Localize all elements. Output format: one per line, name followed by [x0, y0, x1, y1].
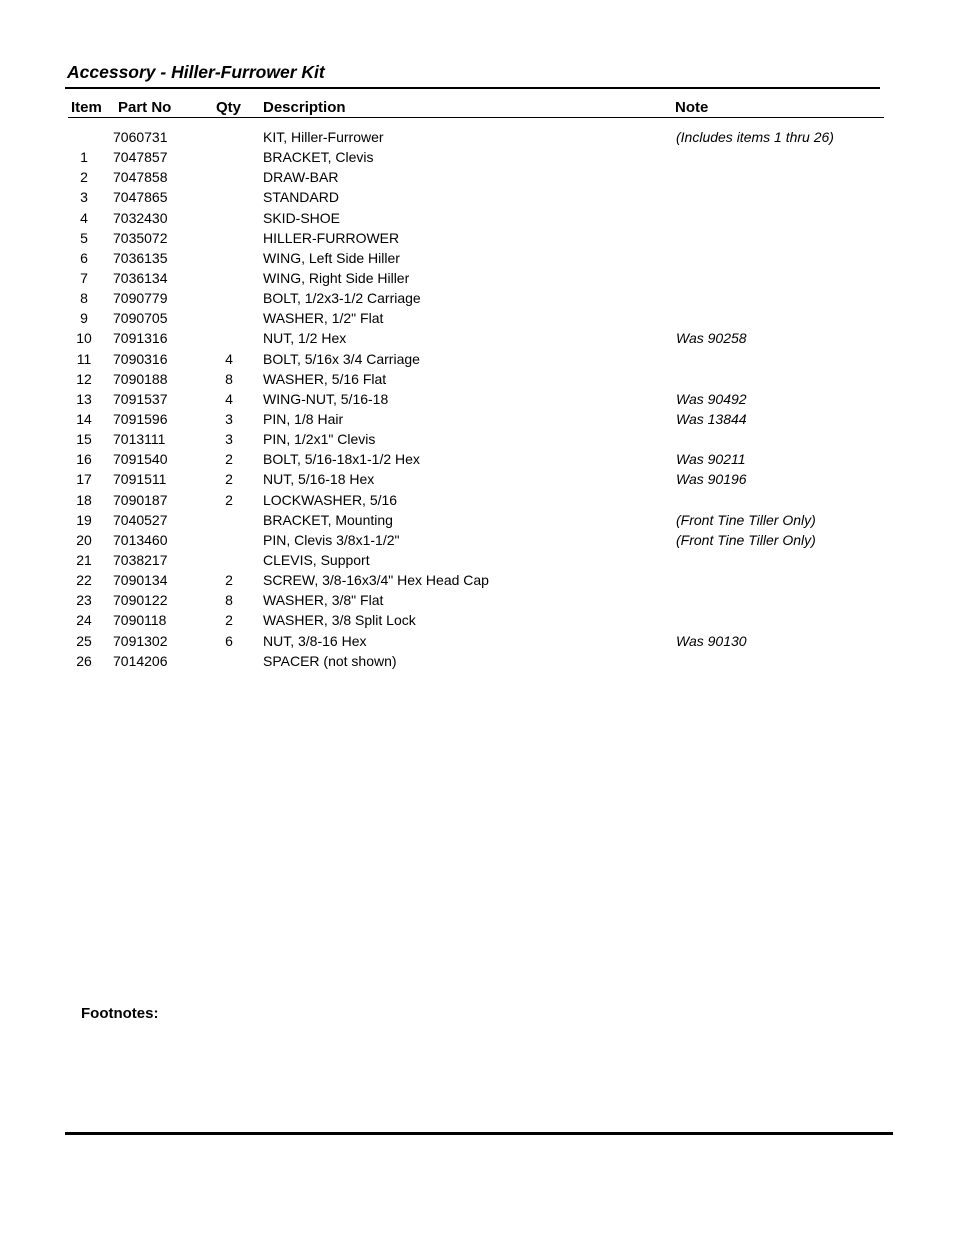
description: WING, Left Side Hiller [263, 249, 400, 266]
item-number: 9 [80, 310, 88, 327]
quantity: 2 [225, 612, 233, 629]
item-number: 26 [76, 652, 92, 669]
description: SPACER (not shown) [263, 652, 397, 669]
table-row [0, 328, 954, 348]
table-row [0, 147, 954, 167]
description: NUT, 1/2 Hex [263, 330, 347, 347]
table-row [0, 369, 954, 389]
quantity: 6 [225, 632, 233, 649]
column-header-note: Note [675, 99, 709, 116]
item-number: 18 [76, 491, 92, 508]
description: WASHER, 5/16 Flat [263, 370, 387, 387]
description: STANDARD [263, 189, 339, 206]
quantity: 4 [225, 390, 233, 407]
table-row [0, 167, 954, 187]
note: Was 90130 [676, 632, 747, 649]
description: WING-NUT, 5/16-18 [263, 390, 389, 407]
part-number: 7036135 [113, 249, 168, 266]
item-number: 24 [76, 612, 92, 629]
part-number: 7090122 [113, 592, 168, 609]
quantity: 8 [225, 592, 233, 609]
part-number: 7090188 [113, 370, 168, 387]
table-row [0, 651, 954, 671]
part-number: 7035072 [113, 229, 168, 246]
description: WING, Right Side Hiller [263, 269, 410, 286]
item-number: 19 [76, 511, 92, 528]
description: CLEVIS, Support [263, 551, 370, 568]
table-row [0, 268, 954, 288]
table-row [0, 570, 954, 590]
part-number: 7013460 [113, 531, 168, 548]
header-divider [68, 117, 884, 118]
table-row [0, 429, 954, 449]
item-number: 17 [76, 471, 92, 488]
part-number: 7038217 [113, 551, 168, 568]
table-row [0, 510, 954, 530]
quantity: 8 [225, 370, 233, 387]
part-number: 7091537 [113, 390, 168, 407]
note: Was 90196 [676, 471, 747, 488]
table-row [0, 550, 954, 570]
table-row [0, 248, 954, 268]
page-title: Accessory - Hiller-Furrower Kit [67, 62, 325, 82]
item-number: 20 [76, 531, 92, 548]
description: BRACKET, Clevis [263, 149, 374, 166]
description: BOLT, 5/16-18x1-1/2 Hex [263, 451, 420, 468]
description: LOCKWASHER, 5/16 [263, 491, 398, 508]
item-number: 7 [80, 269, 88, 286]
item-number: 16 [76, 451, 92, 468]
part-number: 7047865 [113, 189, 168, 206]
description: NUT, 3/8-16 Hex [263, 632, 367, 649]
footnotes-label: Footnotes: [81, 1005, 159, 1022]
quantity: 2 [225, 451, 233, 468]
description: KIT, Hiller-Furrower [263, 129, 384, 145]
table-row [0, 490, 954, 510]
table-row [0, 389, 954, 409]
part-number: 7060731 [113, 129, 168, 145]
item-number: 6 [80, 249, 88, 266]
parts-table [0, 127, 954, 671]
item-number: 2 [80, 169, 88, 186]
table-row [0, 530, 954, 550]
description: PIN, 1/2x1" Clevis [263, 431, 376, 448]
table-row [0, 590, 954, 610]
part-number: 7090779 [113, 290, 168, 307]
part-number: 7013111 [113, 431, 166, 448]
part-number: 7091302 [113, 632, 168, 649]
item-number: 10 [76, 330, 92, 347]
part-number: 7036134 [113, 269, 168, 286]
note: Was 90258 [676, 330, 747, 347]
part-number: 7091316 [113, 330, 168, 347]
item-number: 22 [76, 572, 92, 589]
description: PIN, Clevis 3/8x1-1/2" [263, 531, 400, 548]
quantity: 4 [225, 350, 233, 367]
item-number: 25 [76, 632, 92, 649]
description: BOLT, 5/16x 3/4 Carriage [263, 350, 420, 367]
part-number: 7032430 [113, 209, 168, 226]
table-row [0, 228, 954, 248]
note: (Includes items 1 thru 26) [676, 129, 834, 145]
item-number: 12 [76, 370, 92, 387]
item-number: 8 [80, 290, 88, 307]
table-row [0, 208, 954, 228]
quantity: 3 [225, 431, 233, 448]
table-row [0, 127, 954, 147]
title-divider [65, 87, 880, 89]
table-row [0, 469, 954, 489]
note: Was 90492 [676, 390, 747, 407]
table-row [0, 610, 954, 630]
quantity: 2 [225, 471, 233, 488]
column-header-part-no: Part No [118, 99, 172, 116]
part-number: 7014206 [113, 652, 168, 669]
description: PIN, 1/8 Hair [263, 410, 344, 427]
description: DRAW-BAR [263, 169, 339, 186]
item-number: 3 [80, 189, 88, 206]
note: (Front Tine Tiller Only) [676, 531, 816, 548]
quantity: 2 [225, 572, 233, 589]
part-number: 7091540 [113, 451, 168, 468]
item-number: 4 [80, 209, 88, 226]
item-number: 5 [80, 229, 88, 246]
column-header-item: Item [71, 99, 102, 116]
table-row [0, 308, 954, 328]
column-header-description: Description [263, 99, 346, 116]
table-row [0, 631, 954, 651]
part-number: 7090187 [113, 491, 168, 508]
description: BOLT, 1/2x3-1/2 Carriage [263, 290, 421, 307]
part-number: 7090316 [113, 350, 168, 367]
description: HILLER-FURROWER [263, 229, 400, 246]
table-row [0, 349, 954, 369]
item-number: 1 [80, 149, 88, 166]
description: WASHER, 3/8" Flat [263, 592, 384, 609]
part-number: 7090134 [113, 572, 168, 589]
description: NUT, 5/16-18 Hex [263, 471, 375, 488]
part-number: 7040527 [113, 511, 168, 528]
item-number: 14 [76, 410, 92, 427]
table-row [0, 449, 954, 469]
column-header-qty: Qty [216, 99, 242, 116]
part-number: 7047858 [113, 169, 168, 186]
part-number: 7090705 [113, 310, 168, 327]
item-number: 15 [76, 431, 92, 448]
quantity: 3 [225, 410, 233, 427]
table-row [0, 409, 954, 429]
part-number: 7091596 [113, 410, 168, 427]
item-number: 13 [76, 390, 92, 407]
description: WASHER, 3/8 Split Lock [263, 612, 416, 629]
table-row [0, 187, 954, 207]
part-number: 7091511 [113, 471, 167, 488]
item-number: 11 [76, 350, 92, 367]
description: WASHER, 1/2" Flat [263, 310, 384, 327]
bottom-divider [65, 1132, 893, 1135]
quantity: 2 [225, 491, 233, 508]
note: Was 13844 [676, 410, 747, 427]
item-number: 23 [76, 592, 92, 609]
description: SKID-SHOE [263, 209, 341, 226]
part-number: 7047857 [113, 149, 168, 166]
table-row [0, 288, 954, 308]
note: (Front Tine Tiller Only) [676, 511, 816, 528]
item-number: 21 [76, 551, 92, 568]
description: SCREW, 3/8-16x3/4" Hex Head Cap [263, 572, 489, 589]
part-number: 7090118 [113, 612, 167, 629]
note: Was 90211 [676, 451, 746, 468]
description: BRACKET, Mounting [263, 511, 393, 528]
